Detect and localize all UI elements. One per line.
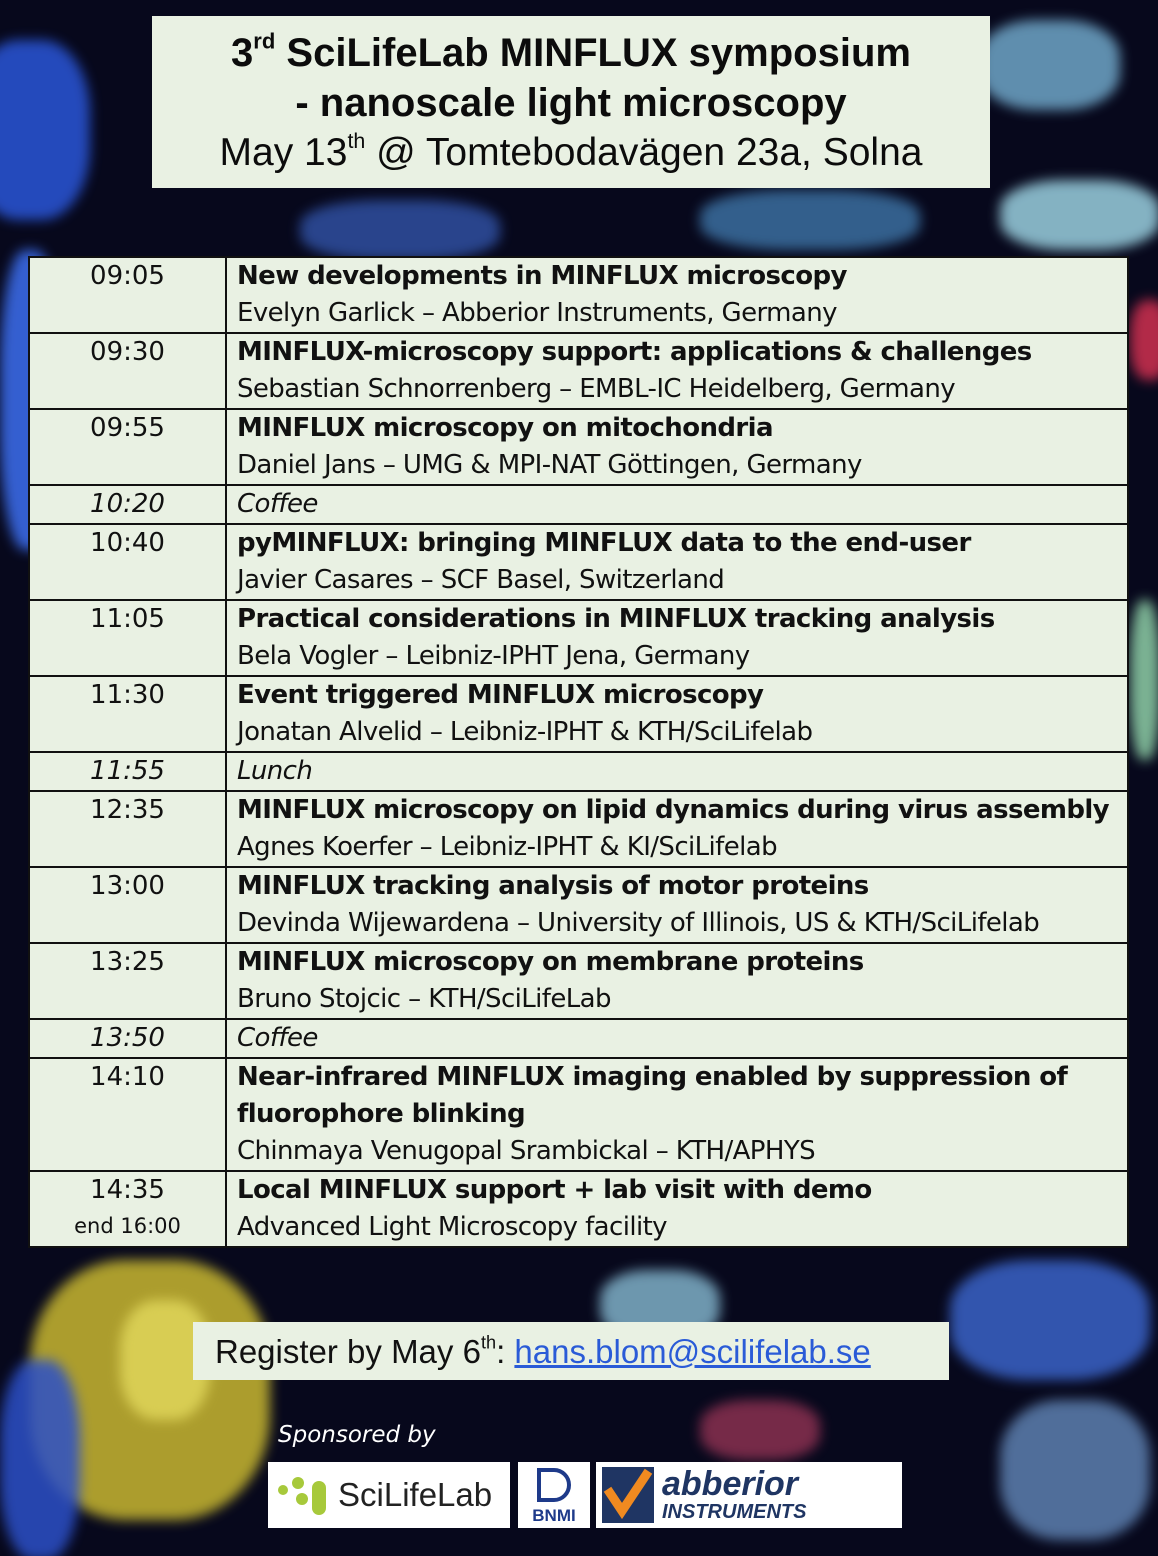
schedule-time: 11:30 xyxy=(29,676,226,752)
talk-speaker: Jonatan Alvelid – Leibniz-IPHT & KTH/SciLifelab xyxy=(237,717,813,747)
talk-speaker: Daniel Jans – UMG & MPI-NAT Göttingen, Germany xyxy=(237,450,862,480)
schedule-talk xyxy=(226,524,1128,600)
talk-title: New developments in MINFLUX microscopy xyxy=(237,261,847,291)
schedule-talk xyxy=(226,257,1128,333)
schedule-talk xyxy=(226,1171,1128,1247)
schedule-row xyxy=(29,524,1128,600)
schedule-talk xyxy=(226,409,1128,485)
talk-speaker: Devinda Wijewardena – University of Illinois, US & KTH/SciLifelab xyxy=(237,908,1040,938)
schedule-break-label: Lunch xyxy=(226,752,1128,791)
bnmi-mark-icon xyxy=(537,1468,571,1502)
event-date-location: May 13th @ Tomtebodavägen 23a, Solna xyxy=(219,128,923,174)
schedule-time: 09:30 xyxy=(29,333,226,409)
talk-speaker: Chinmaya Venugopal Srambickal – KTH/APHYS xyxy=(237,1136,816,1166)
talk-title: Near-infrared MINFLUX imaging enabled by suppression of fluorophore blinking xyxy=(237,1062,1068,1129)
schedule-break-row xyxy=(29,485,1128,524)
schedule-break-row xyxy=(29,1019,1128,1058)
schedule-time: 14:10 xyxy=(29,1058,226,1171)
schedule-table xyxy=(28,256,1129,1248)
schedule-time: 14:35 end 16:00 xyxy=(29,1171,226,1247)
schedule-time: 13:00 xyxy=(29,867,226,943)
talk-title: MINFLUX microscopy on lipid dynamics during virus assembly xyxy=(237,795,1110,825)
bnmi-logo: BNMI xyxy=(518,1462,590,1528)
talk-title: pyMINFLUX: bringing MINFLUX data to the end-user xyxy=(237,528,971,558)
schedule-talk xyxy=(226,600,1128,676)
event-title: 3rd SciLifeLab MINFLUX symposium xyxy=(231,28,911,75)
talk-speaker: Sebastian Schnorrenberg – EMBL-IC Heidelberg, Germany xyxy=(237,374,955,404)
schedule-row xyxy=(29,409,1128,485)
schedule-time: 10:40 xyxy=(29,524,226,600)
scilifelab-dots-icon xyxy=(274,1475,338,1515)
schedule-time: 12:35 xyxy=(29,791,226,867)
schedule-row xyxy=(29,333,1128,409)
talk-title: MINFLUX tracking analysis of motor proteins xyxy=(237,871,869,901)
schedule-time: 09:05 xyxy=(29,257,226,333)
schedule-row xyxy=(29,943,1128,1019)
schedule-talk xyxy=(226,867,1128,943)
abberior-check-icon xyxy=(602,1467,654,1523)
schedule-talk xyxy=(226,333,1128,409)
register-banner: Register by May 6th: hans.blom@scilifelab.se xyxy=(193,1322,949,1380)
talk-speaker: Advanced Light Microscopy facility xyxy=(237,1212,667,1242)
talk-title: MINFLUX microscopy on mitochondria xyxy=(237,413,773,443)
schedule-break-label: Coffee xyxy=(226,485,1128,524)
talk-title: Event triggered MINFLUX microscopy xyxy=(237,680,764,710)
schedule-break-label: Coffee xyxy=(226,1019,1128,1058)
talk-speaker: Evelyn Garlick – Abberior Instruments, Germany xyxy=(237,298,837,328)
schedule-talk xyxy=(226,676,1128,752)
talk-title: MINFLUX-microscopy support: applications & challenges xyxy=(237,337,1032,367)
schedule-talk xyxy=(226,943,1128,1019)
schedule-time: 11:55 xyxy=(29,752,226,791)
talk-title: Local MINFLUX support + lab visit with demo xyxy=(237,1175,872,1205)
talk-title: MINFLUX microscopy on membrane proteins xyxy=(237,947,864,977)
schedule-row xyxy=(29,1058,1128,1171)
schedule-row xyxy=(29,1171,1128,1247)
schedule-row xyxy=(29,867,1128,943)
schedule-end-time: end 16:00 xyxy=(74,1214,181,1238)
abberior-logo: abberior INSTRUMENTS xyxy=(596,1462,902,1528)
schedule-time: 09:55 xyxy=(29,409,226,485)
scilifelab-logo: SciLifeLab xyxy=(268,1462,510,1528)
schedule-break-row xyxy=(29,752,1128,791)
talk-title: Practical considerations in MINFLUX tracking analysis xyxy=(237,604,995,634)
talk-speaker: Javier Casares – SCF Basel, Switzerland xyxy=(237,565,725,595)
talk-speaker: Bela Vogler – Leibniz-IPHT Jena, Germany xyxy=(237,641,750,671)
register-email-link[interactable]: hans.blom@scilifelab.se xyxy=(514,1333,871,1370)
schedule-row xyxy=(29,600,1128,676)
talk-speaker: Bruno Stojcic – KTH/SciLifeLab xyxy=(237,984,611,1014)
schedule-row xyxy=(29,791,1128,867)
talk-speaker: Agnes Koerfer – Leibniz-IPHT & KI/SciLifelab xyxy=(237,832,777,862)
schedule-time: 13:25 xyxy=(29,943,226,1019)
schedule-time: 11:05 xyxy=(29,600,226,676)
schedule-talk xyxy=(226,1058,1128,1171)
sponsored-by-label: Sponsored by xyxy=(278,1422,436,1448)
schedule-time: 10:20 xyxy=(29,485,226,524)
event-title-box xyxy=(152,16,990,188)
schedule-row xyxy=(29,257,1128,333)
event-subtitle: - nanoscale light microscopy xyxy=(295,81,847,125)
schedule-time: 13:50 xyxy=(29,1019,226,1058)
schedule-row xyxy=(29,676,1128,752)
schedule-talk xyxy=(226,791,1128,867)
